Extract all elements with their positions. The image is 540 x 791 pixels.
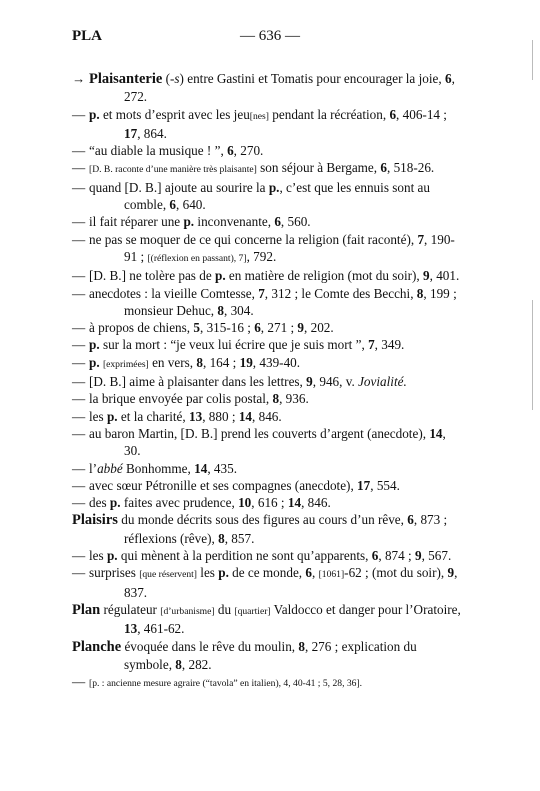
entry-text: Bonhomme, xyxy=(122,460,195,476)
entry-dash: — xyxy=(72,374,86,390)
entry-text: [1061] xyxy=(318,569,345,581)
entry-text: pendant la récréation, xyxy=(268,106,390,122)
index-entry xyxy=(72,494,464,511)
entry-text: , xyxy=(312,565,319,581)
entry-text: [p. : ancienne mesure agraire (“tavola” en italien), 4, 40-41 ; 5, 28, 36]. xyxy=(89,678,363,690)
entry-text: les xyxy=(196,565,219,581)
entry-text: il fait réparer une xyxy=(89,214,184,230)
entry-text: ( xyxy=(162,71,170,86)
entry-text: qui mènent à la perdition ne sont qu’apparents, xyxy=(117,548,372,564)
entry-text: [exprimées] xyxy=(102,358,149,370)
entry-text: ne pas se moquer de ce qui concerne la religion (fait raconté), xyxy=(89,231,418,247)
index-entry xyxy=(72,564,464,601)
entry-text: , 276 ; explication du symbole, xyxy=(124,638,417,672)
entry-text: p. xyxy=(89,337,100,353)
entry-text: , 461-62. xyxy=(137,621,185,637)
index-entry xyxy=(72,390,464,407)
entry-text: 9 xyxy=(447,565,455,581)
entry-text: 7 xyxy=(368,337,375,353)
entry-dash: — xyxy=(72,354,86,370)
index-entry xyxy=(72,477,464,494)
entry-dash: — xyxy=(72,425,86,441)
entry-text: Jovialité. xyxy=(358,374,407,390)
entry-text: en matière de religion (mot du soir), xyxy=(225,268,424,284)
index-entry xyxy=(72,159,464,178)
entry-dash: — xyxy=(72,143,86,159)
entry-text: 7 xyxy=(417,231,425,247)
entry-text: p. xyxy=(214,268,226,284)
entry-text: , 282. xyxy=(181,656,212,672)
entry-text: [nes] xyxy=(249,110,269,122)
entry-text: 6 xyxy=(371,548,379,564)
entry-text: 6 xyxy=(444,71,452,86)
entry-text: 8 xyxy=(298,638,305,654)
page-edge-mark xyxy=(532,40,533,80)
entry-text: , 164 ; xyxy=(202,354,240,370)
entry-text: surprises xyxy=(89,565,140,581)
entry-text: les xyxy=(89,408,107,424)
entry-text: , 30. xyxy=(124,425,446,459)
entry-text: 6 xyxy=(407,512,414,528)
entry-text: des xyxy=(89,495,110,511)
entry-text: , 560. xyxy=(280,214,311,230)
index-column xyxy=(72,70,464,692)
entry-dash: — xyxy=(72,460,86,476)
entry-text: , 190-91 ; xyxy=(124,231,455,264)
index-entry xyxy=(72,106,464,143)
entry-text: , 936. xyxy=(279,391,309,407)
index-entry xyxy=(72,336,464,353)
entry-text: en vers, xyxy=(148,354,197,370)
entry-text: [D. B.] aime à plaisanter dans les lettres, xyxy=(89,374,307,390)
entry-dash: — xyxy=(72,391,86,407)
section-label: PLA xyxy=(72,28,102,44)
entry-text: ) entre Gastini et Tomatis pour encourager la joie, xyxy=(179,71,445,86)
entry-text: de ce monde, xyxy=(228,565,306,581)
page-number: — 636 — xyxy=(240,28,300,44)
entry-text: [D. B.] ne tolère pas de xyxy=(89,268,215,284)
entry-text: anecdotes : la vieille Comtesse, xyxy=(89,285,259,301)
entry-text: 8 xyxy=(196,354,203,370)
entry-text: p. xyxy=(106,548,118,564)
entry-text: 13 xyxy=(124,621,138,637)
entry-text: 8 xyxy=(272,391,280,407)
entry-text: Valdocco et danger pour l’Oratoire, xyxy=(270,601,461,617)
entry-text: 6 xyxy=(380,160,387,176)
entry-text: , 202. xyxy=(304,320,334,336)
entry-text: p. xyxy=(183,214,195,230)
entry-text: 6 xyxy=(227,143,234,159)
entry-text: 7 xyxy=(258,285,265,301)
entry-dash: — xyxy=(72,565,86,581)
entry-dash: — xyxy=(72,231,86,247)
entry-dash: — xyxy=(72,337,86,353)
entry-text: , 616 ; xyxy=(251,495,288,511)
entry-text: , 640. xyxy=(176,197,206,213)
entry-text: quand [D. B.] ajoute au sourire la xyxy=(89,179,269,195)
entry-text: , 435. xyxy=(207,460,237,476)
entry-text: p. xyxy=(109,495,121,511)
page-edge-mark xyxy=(532,300,533,410)
entry-text: , 880 ; xyxy=(202,408,239,424)
entry-text: , 271 ; xyxy=(260,320,298,336)
entry-text: , 270. xyxy=(233,143,264,159)
index-entry xyxy=(72,425,464,460)
entry-text: 6 xyxy=(305,565,312,581)
entry-text: 6 xyxy=(169,197,177,213)
entry-text: p. xyxy=(218,565,229,581)
entry-text: 19 xyxy=(239,354,253,370)
entry-text: 13 xyxy=(189,408,203,424)
entry-text: , 792. xyxy=(246,248,277,264)
entry-text: au baron Martin, [D. B.] prend les couverts d’argent (anecdote), xyxy=(89,425,430,441)
entry-text: [que réservent] xyxy=(139,569,197,581)
entry-text: 10 xyxy=(238,495,252,511)
entry-dash: — xyxy=(72,674,86,690)
entry-text: , 846. xyxy=(252,408,282,424)
headword: Plaisanterie xyxy=(89,71,163,87)
headword: Plaisirs xyxy=(72,512,118,529)
entry-text: 8 xyxy=(218,530,225,546)
entry-text: 6 xyxy=(389,106,397,122)
index-entry xyxy=(72,354,464,373)
index-entry xyxy=(72,673,464,692)
entry-dash: — xyxy=(72,495,86,511)
entry-text: du monde décrits sous des figures au cours d’un rêve, xyxy=(117,512,408,528)
entry-text: 8 xyxy=(175,656,182,672)
entry-text: , 864. xyxy=(137,125,167,141)
entry-text: à propos de chiens, xyxy=(89,320,194,336)
entry-text: , 406-14 ; xyxy=(396,106,447,122)
entry-dash: — xyxy=(72,179,86,195)
index-entry xyxy=(72,70,464,106)
entry-dash: — xyxy=(72,285,86,301)
entry-text: -s xyxy=(170,71,180,86)
entry-text: , c’est que les ennuis sont au comble, xyxy=(124,179,430,213)
entry-text: 17 xyxy=(357,477,371,493)
entry-text: , 272. xyxy=(124,71,455,105)
entry-text: , 312 ; le Comte des Becchi, xyxy=(264,285,417,301)
index-entry xyxy=(72,267,464,284)
entry-text: 5 xyxy=(193,320,200,336)
entry-text: 14 xyxy=(287,495,302,511)
index-entry xyxy=(72,319,464,336)
entry-text: [quartier] xyxy=(234,605,271,617)
index-entry xyxy=(72,142,464,159)
entry-text: abbé xyxy=(97,460,123,476)
entry-text: [D. B. raconte d’une manière très plaisante] xyxy=(89,164,257,176)
entry-text: , 837. xyxy=(124,565,458,600)
entry-text: et mots d’esprit avec les jeu xyxy=(99,106,250,122)
headword: Planche xyxy=(72,638,122,655)
entry-text: 8 xyxy=(416,285,424,301)
index-entry xyxy=(72,231,464,268)
entry-text: 17 xyxy=(124,125,138,141)
entry-text: 9 xyxy=(423,268,430,284)
entry-text: les xyxy=(89,548,107,564)
index-entry xyxy=(72,460,464,477)
entry-dash: — xyxy=(72,214,86,230)
entry-text: , 199 ; monsieur Dehuc, xyxy=(124,285,457,318)
entry-text: , 567. xyxy=(421,548,452,564)
index-entry xyxy=(72,601,464,638)
index-entry xyxy=(72,547,464,564)
arrow-icon: → xyxy=(72,71,86,86)
entry-text: , 439-40. xyxy=(252,354,301,370)
index-entry xyxy=(72,213,464,230)
entry-text: , 349. xyxy=(374,337,405,353)
entry-text: p. xyxy=(268,179,280,195)
entry-text: 8 xyxy=(217,302,224,318)
headword: Plan xyxy=(72,601,101,618)
index-entry xyxy=(72,285,464,320)
entry-text: 9 xyxy=(306,374,313,390)
entry-dash: — xyxy=(72,160,86,176)
entry-text: “au diable la musique ! ”, xyxy=(89,143,228,159)
entry-text: son séjour à Bergame, xyxy=(256,160,381,176)
entry-text: p. xyxy=(89,106,100,122)
entry-text: du xyxy=(214,601,235,617)
entry-dash: — xyxy=(72,268,86,284)
entry-text: sur la mort : “je veux lui écrire que je suis mort ”, xyxy=(99,337,369,353)
entry-text: , 874 ; xyxy=(378,548,415,564)
index-entry xyxy=(72,638,464,674)
entry-text: avec sœur Pétronille et ses compagnes (anecdote), xyxy=(89,477,358,493)
index-entry xyxy=(72,408,464,425)
entry-text: , 304. xyxy=(223,302,254,318)
entry-text: , 401. xyxy=(429,268,460,284)
entry-dash: — xyxy=(72,408,86,424)
entry-text: p. xyxy=(89,354,100,370)
entry-text: , 857. xyxy=(224,530,255,546)
entry-text: faites avec prudence, xyxy=(120,495,239,511)
entry-text: évoquée dans le rêve du moulin, xyxy=(121,638,299,654)
entry-text: 14 xyxy=(429,425,443,441)
entry-text: 9 xyxy=(297,320,305,336)
entry-text: inconvenante, xyxy=(194,214,275,230)
entry-text: , 518-26. xyxy=(386,160,435,176)
entry-dash: — xyxy=(72,477,86,493)
entry-text: [d’urbanisme] xyxy=(160,605,215,617)
entry-text: l’ xyxy=(89,460,98,476)
entry-text: la brique envoyée par colis postal, xyxy=(89,391,273,407)
entry-text: 6 xyxy=(274,214,281,230)
index-entry xyxy=(72,179,464,214)
entry-dash: — xyxy=(72,320,86,336)
index-entry xyxy=(72,511,464,547)
entry-text: 14 xyxy=(194,460,208,476)
entry-text: 14 xyxy=(238,408,253,424)
entry-text: et la charité, xyxy=(117,408,189,424)
entry-text: , 946, v. xyxy=(312,374,359,390)
entry-dash: — xyxy=(72,106,86,122)
entry-text: [(réflexion en passant), 7] xyxy=(147,252,247,264)
entry-text: , 315-16 ; xyxy=(199,320,255,336)
entry-dash: — xyxy=(72,548,86,564)
entry-text: , 873 ; réflexions (rêve), xyxy=(124,512,448,546)
index-entry xyxy=(72,373,464,390)
entry-text: , 846. xyxy=(301,495,331,511)
entry-text: 9 xyxy=(414,548,422,564)
entry-text: régulateur xyxy=(100,601,161,617)
entry-text: 6 xyxy=(254,320,261,336)
entry-text: p. xyxy=(106,408,118,424)
entry-text: -62 ; (mot du soir), xyxy=(344,565,448,581)
entry-text: , 554. xyxy=(370,477,400,493)
